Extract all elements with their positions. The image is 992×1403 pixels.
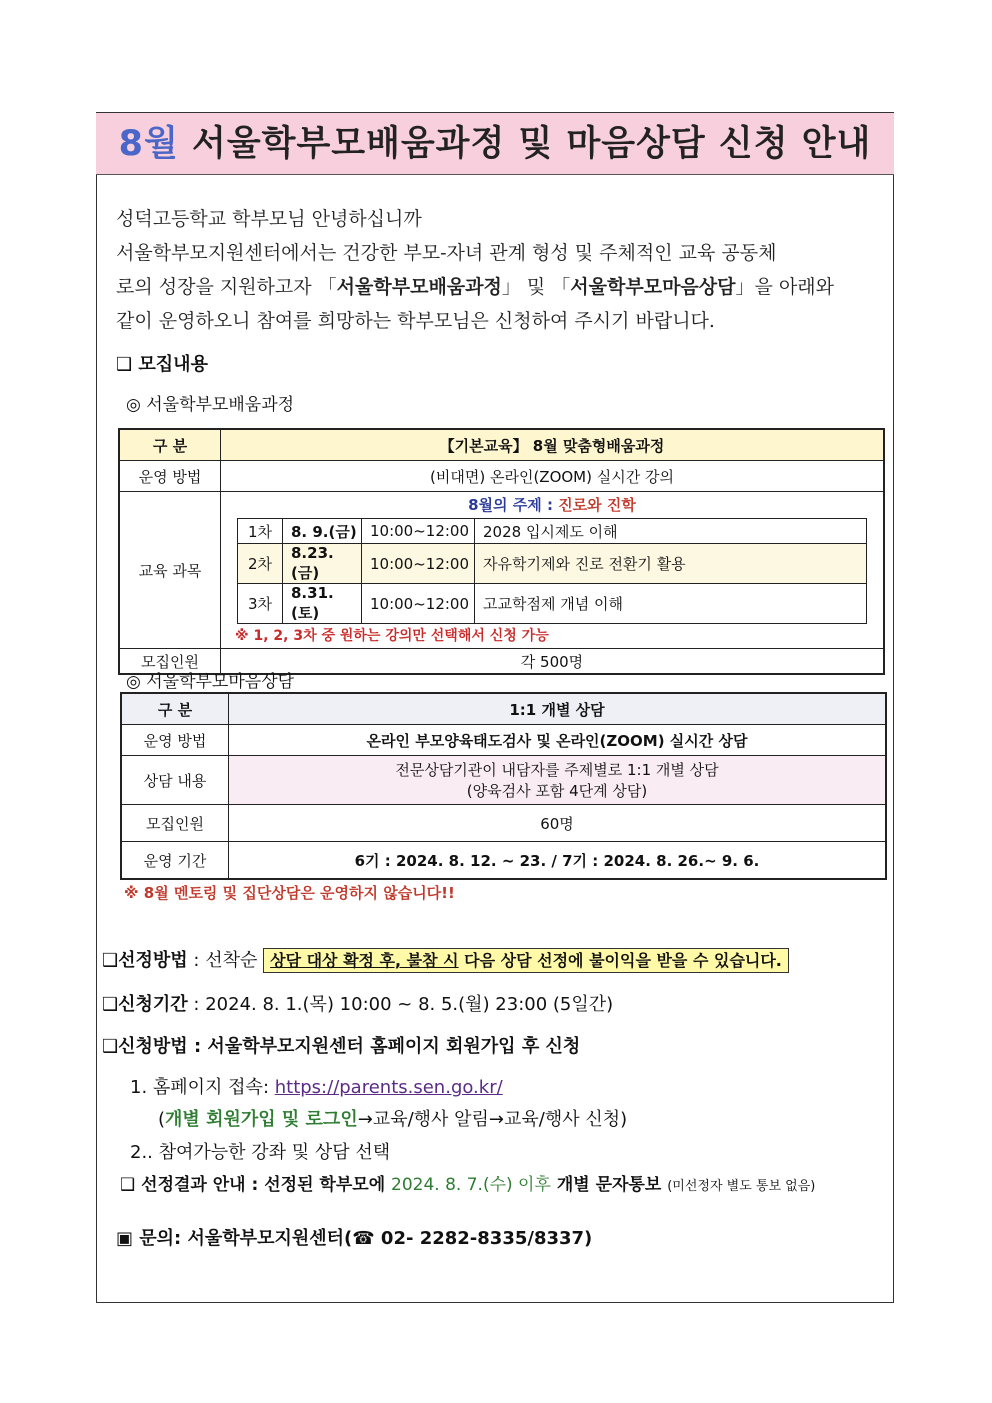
- course-table: [118, 428, 885, 675]
- course-subject-label: 교육 과목: [119, 492, 221, 649]
- counsel-method-label: 운영 방법: [121, 725, 229, 756]
- counsel-note: ※ 8월 멘토링 및 집단상담은 운영하지 않습니다!!: [124, 884, 455, 902]
- step-1: 1. 홈페이지 접속: https://parents.sen.go.kr/: [130, 1077, 503, 1098]
- counsel-table: [120, 692, 887, 880]
- method-line: ❑신청방법 : 서울학부모지원센터 홈페이지 회원가입 후 신청: [102, 1036, 581, 1057]
- section-recruit: ❑ 모집내용: [116, 354, 208, 375]
- course-method-value: (비대면) 온라인(ZOOM) 실시간 강의: [221, 461, 885, 492]
- title-text: 서울학부모배움과정 및 마음상담 신청 안내: [192, 124, 872, 164]
- course-method-label: 운영 방법: [119, 461, 221, 492]
- step-1-detail: (개별 회원가입 및 로그인→교육/행사 알림→교육/행사 신청): [158, 1109, 628, 1130]
- selection-highlight: 상담 대상 확정 후, 불참 시 다음 상담 선정에 불이익을 받을 수 있습니다.: [263, 948, 789, 973]
- course-capacity-value: 각 500명: [221, 649, 885, 675]
- counsel-col-value: 1:1 개별 상담: [229, 693, 887, 725]
- intro-greeting: 성덕고등학교 학부모님 안녕하십니까: [116, 208, 422, 230]
- intro-paragraph: [116, 202, 878, 338]
- counsel-period-label: 운영 기간: [121, 842, 229, 880]
- course-note: ※ 1, 2, 3차 중 원하는 강의만 선택해서 신청 가능: [235, 628, 549, 644]
- counsel-capacity-label: 모집인원: [121, 805, 229, 842]
- counsel-content-cell: 전문상담기관이 내담자를 주제별로 1:1 개별 상담 (양육검사 포함 4단계 상담): [229, 756, 887, 805]
- counsel-content-label: 상담 내용: [121, 756, 229, 805]
- selection-line: ❑선정방법 : 선착순 상담 대상 확정 후, 불참 시 다음 상담 선정에 불이익을 받을 수 있습니다.: [102, 946, 789, 972]
- intro-line-3: 로의 성장을 지원하고자 「서울학부모배움과정」 및 「서울학부모마음상담」을 아래와: [116, 276, 834, 298]
- page-title: [96, 113, 894, 175]
- course-col-value: 【기본교육】 8월 맞춤형배움과정: [221, 429, 885, 461]
- session-table: [237, 518, 867, 624]
- table-row: 2차 8.23.(금) 10:00~12:00 자유학기제와 진로 전환기 활용: [238, 544, 867, 584]
- intro-line-4: 같이 운영하오니 참여를 희망하는 학부모님은 신청하여 주시기 바랍니다.: [116, 310, 715, 332]
- course-subject-cell: [221, 492, 885, 649]
- course-col-label: 구 분: [119, 429, 221, 461]
- course-theme: 8월의 주제 : 진로와 진학: [468, 496, 636, 514]
- intro-line-2: 서울학부모지원센터에서는 건강한 부모-자녀 관계 형성 및 주체적인 교육 공동체: [116, 242, 777, 264]
- result-line: ❑ 선정결과 안내 : 선정된 학부모에 2024. 8. 7.(수) 이후 개별 문자통보 (미선정자 별도 통보 없음): [120, 1175, 816, 1195]
- period-line: ❑신청기간 : 2024. 8. 1.(목) 10:00 ~ 8. 5.(월) 23:00 (5일간): [102, 994, 614, 1015]
- counsel-heading: ◎ 서울학부모마음상담: [126, 672, 295, 692]
- counsel-period-value: 6기 : 2024. 8. 12. ~ 23. / 7기 : 2024. 8. 26.~ 9. 6.: [229, 842, 887, 880]
- homepage-link[interactable]: https://parents.sen.go.kr/: [274, 1077, 503, 1098]
- table-row: 3차 8.31.(토) 10:00~12:00 고교학점제 개념 이해: [238, 584, 867, 624]
- contact-line: ▣ 문의: 서울학부모지원센터(☎ 02- 2282-8335/8337): [116, 1228, 593, 1249]
- course-heading: ◎ 서울학부모배움과정: [126, 395, 295, 415]
- table-row: 1차 8. 9.(금) 10:00~12:00 2028 입시제도 이해: [238, 519, 867, 544]
- step-2: 2.. 참여가능한 강좌 및 상담 선택: [130, 1142, 391, 1163]
- counsel-method-value: 온라인 부모양육태도검사 및 온라인(ZOOM) 실시간 상담: [229, 725, 887, 756]
- title-month: 8월: [118, 124, 179, 164]
- counsel-col-label: 구 분: [121, 693, 229, 725]
- counsel-capacity-value: 60명: [229, 805, 887, 842]
- course-capacity-label: 모집인원: [119, 649, 221, 675]
